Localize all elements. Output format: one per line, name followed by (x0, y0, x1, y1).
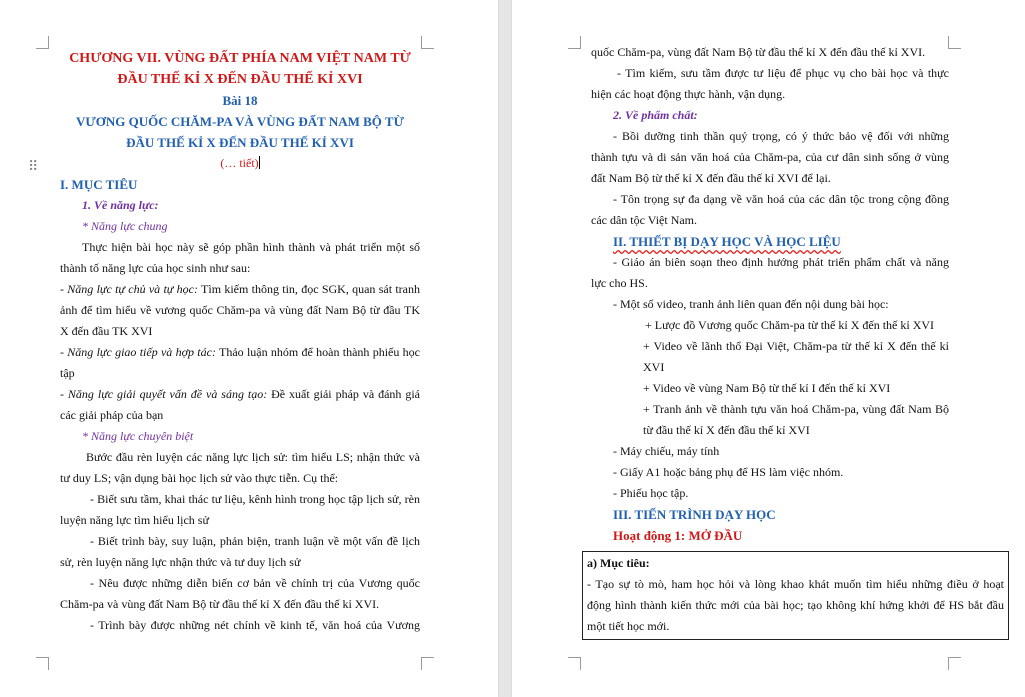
paragraph: - Máy chiếu, máy tính (613, 444, 720, 458)
box-title: a) Mục tiêu: (587, 556, 650, 570)
paragraph (60, 279, 420, 300)
paragraph: - Tôn trọng sự đa dạng về văn hoá của các dân tộc trong cộng đồng (613, 192, 949, 206)
paragraph: ảnh để tìm hiểu về vương quốc Chăm-pa và vùng đất Nam Bộ từ đầu TK (60, 303, 420, 317)
chapter-title-line2: ĐẦU THẾ KỈ X ĐẾN ĐẦU THẾ KỈ XVI (117, 72, 363, 87)
paragraph: - Phiếu học tập. (613, 486, 689, 500)
paragraph: Chăm-pa và vùng đất Nam Bộ từ đầu thế kỉ X đến đầu thế kỉ XVI. (60, 597, 380, 611)
paragraph (60, 384, 420, 405)
section-process: III. TIẾN TRÌNH DẠY HỌC (613, 507, 776, 522)
paragraph: - Biết sưu tầm, khai thác tư liệu, kênh hình trong học tập lịch sử, rèn (90, 492, 420, 506)
paragraph: động hình thành kiến thức mới của bài học; tạo không khí hứng khởi để HS bắt đầu (587, 598, 1004, 612)
paragraph: một tiết học mới. (587, 619, 670, 633)
paragraph: hiện các hoạt động thực hành, vận dụng. (591, 87, 786, 101)
list-item: + Video về vùng Nam Bộ từ thế kỉ I đến thế kỉ XVI (643, 381, 891, 395)
list-item: + Lược đồ Vương quốc Chăm-pa từ thế kỉ X đến thế kỉ XVI (645, 318, 935, 332)
paragraph: lực cho HS. (591, 276, 648, 290)
text: Đề xuất giải pháp và đánh giá (267, 387, 420, 401)
crop-mark (421, 657, 434, 670)
text: Thảo luận nhóm để hoàn thành phiếu học (215, 345, 421, 359)
paragraph: các dân tộc Việt Nam. (591, 213, 698, 227)
left-page-body (60, 48, 420, 636)
periods-text: (… tiết) (220, 156, 259, 170)
crop-mark (568, 36, 581, 49)
crop-mark (36, 657, 49, 670)
paragraph: tư duy LS; vận dụng bài học lịch sử vào thực tiễn. Cụ thể: (60, 471, 339, 485)
list-item: + Video về lãnh thổ Đại Việt, Chăm-pa từ thế kỉ X đến thế kỉ (643, 339, 949, 353)
paragraph: - Tìm kiếm, sưu tầm được tư liệu để phục vụ cho bài học và thực (617, 66, 949, 80)
paragraph: luyện năng lực tìm hiểu lịch sử (60, 513, 209, 527)
document-page-left (0, 0, 498, 697)
paragraph: các giải pháp của bạn (60, 408, 164, 422)
objective-box (582, 551, 1009, 640)
list-item: từ đầu thế kỉ X đến đầu thế kỉ XVI (643, 423, 810, 437)
lesson-title: VƯƠNG QUỐC CHĂM-PA VÀ VÙNG ĐẤT NAM BỘ TỪ (76, 114, 404, 129)
crop-mark (948, 36, 961, 49)
special-competence: * Năng lực chuyên biệt (82, 429, 194, 443)
right-page-body (591, 45, 949, 546)
paragraph: - Giấy A1 hoặc bảng phụ để HS làm việc nhóm. (613, 465, 844, 479)
paragraph: đất Nam Bộ từ thế kỉ X đến đầu thế kỉ XVI để lại. (591, 171, 831, 185)
text: Tìm kiếm thông tin, đọc SGK, quan sát tranh (197, 282, 421, 296)
paragraph: - Một số video, tranh ảnh liên quan đến nội dung bài học: (613, 297, 889, 311)
chapter-title: CHƯƠNG VII. VÙNG ĐẤT PHÍA NAM VIỆT NAM TỪ (69, 51, 411, 66)
sub-competence: 1. Về năng lực: (82, 198, 159, 212)
section-objectives: I. MỤC TIÊU (60, 177, 138, 192)
paragraph: quốc Chăm-pa, vùng đất Nam Bộ từ đầu thế kỉ X đến đầu thế kỉ XVI. (591, 45, 926, 59)
crop-mark (36, 36, 49, 49)
periods-line[interactable] (60, 153, 420, 174)
list-item: XVI (643, 360, 665, 374)
paragraph: thành tựu và di sản văn hoá của Chăm-pa, của cư dân sinh sống ở vùng (591, 150, 949, 164)
section-equipment (591, 231, 949, 252)
list-item: + Tranh ảnh về thành tựu văn hoá Chăm-pa, vùng đất Nam Bộ (643, 402, 949, 416)
activity-heading: Hoạt động 1: MỞ ĐẦU (613, 528, 743, 543)
paragraph: - Tạo sự tò mò, ham học hỏi và lòng khao khát muốn tìm hiểu những điều ở hoạt (587, 577, 1004, 591)
paragraph: - Bồi dưỡng tinh thần quý trọng, có ý thức bảo vệ đối với những (613, 129, 949, 143)
sub-qualities: 2. Về phẩm chất: (613, 108, 698, 122)
lesson-number: Bài 18 (222, 93, 258, 108)
paragraph: - Trình bày được những nét chính về kinh tế, văn hoá của Vương (90, 618, 420, 632)
text-cursor (259, 156, 260, 169)
paragraph: sử, rèn luyện năng lực nhận thức và tư duy lịch sử (60, 555, 301, 569)
section-equipment-text: II. THIẾT BỊ DẠY HỌC VÀ HỌC LIỆU (613, 234, 841, 249)
label: - Năng lực giao tiếp và hợp tác: (60, 345, 216, 359)
crop-mark (568, 657, 581, 670)
document-page-right (512, 0, 1025, 697)
crop-mark (421, 36, 434, 49)
label: - Năng lực tự chủ và tự học: (60, 282, 198, 296)
paragraph: - Giáo án biên soạn theo định hướng phát triển phẩm chất và năng (613, 255, 949, 269)
paragraph: thành tố năng lực của học sinh như sau: (60, 261, 251, 275)
paragraph: tập (60, 366, 75, 380)
paragraph: X đến đầu TK XVI (60, 324, 153, 338)
drag-handle-icon[interactable]: ⠿ (28, 160, 40, 175)
paragraph: - Biết trình bày, suy luận, phản biện, tranh luận về một vấn đề lịch (90, 534, 420, 548)
paragraph: - Nêu được những diễn biến cơ bản về chính trị của Vương quốc (90, 576, 420, 590)
label: - Năng lực giải quyết vấn đề và sáng tạo: (60, 387, 268, 401)
paragraph (60, 342, 420, 363)
general-competence: * Năng lực chung (82, 219, 168, 233)
paragraph: Thực hiện bài học này sẽ góp phần hình thành và phát triển một số (82, 240, 420, 254)
crop-mark (948, 657, 961, 670)
lesson-title-line2: ĐẦU THẾ KỈ X ĐẾN ĐẦU THẾ KỈ XVI (126, 135, 354, 150)
paragraph: Bước đầu rèn luyện các năng lực lịch sử: tìm hiểu LS; nhận thức và (86, 450, 420, 464)
